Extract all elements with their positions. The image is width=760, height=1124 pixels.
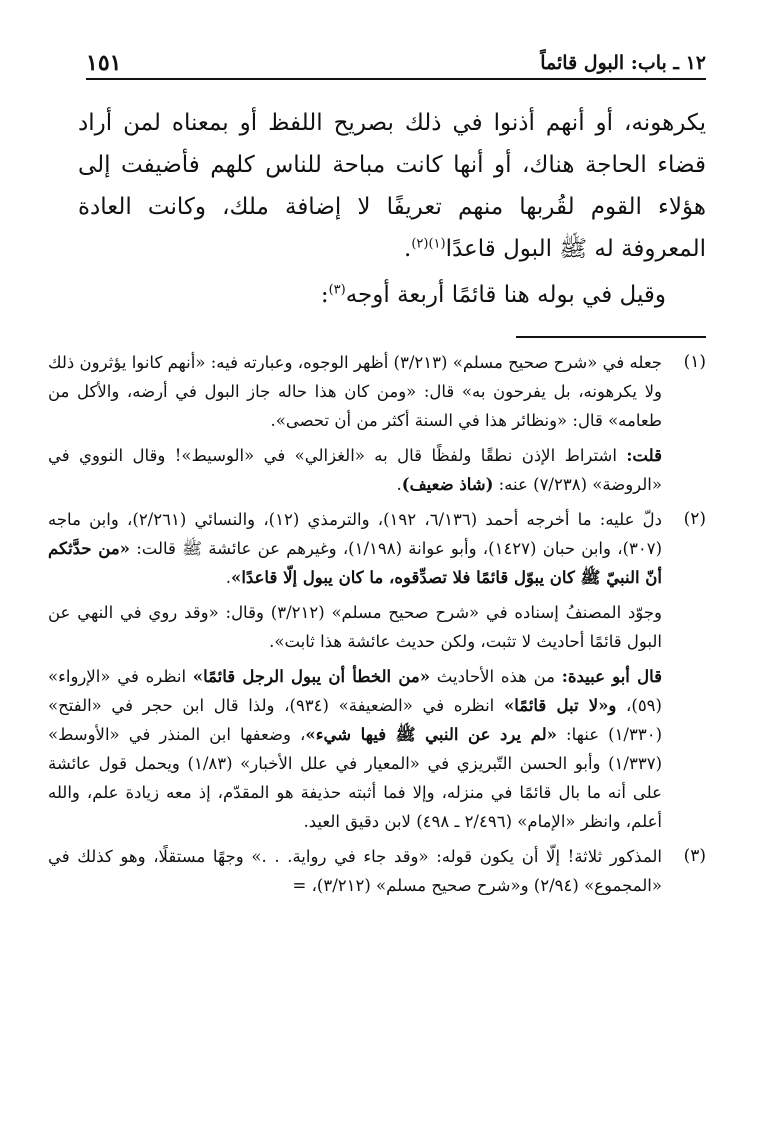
- footnote-2-para-3-d: ، وضعفها ابن المنذر في «الأوسط» (١/٣٣٧) وأبو الحسن التّبريزي في «المعيار في علل الأخبار» (١/٨٣) ويحمل قول عائشة على أنه ما بال قائمًا في منزله، وإلا فما أثبته حذيفة هو المقدّم، إذ معه زيادة علم، والله أعلم، وانظر «الإمام» (٢/٤٩٦ ـ ٤٩٨) لابن دقيق العيد.: [48, 725, 662, 831]
- footnote-2-para-3: [48, 662, 662, 836]
- footnote-2-quote-end: .: [225, 568, 232, 587]
- footnote-2-para-3-label: قال أبو عبيدة:: [561, 667, 663, 686]
- footnote-3-number: (٣): [683, 846, 706, 866]
- page-number: ١٥١: [86, 50, 122, 76]
- footnote-1-number: (١): [683, 352, 706, 372]
- footnote-3: [48, 842, 706, 906]
- footnote-1-note-text: اشتراط الإذن نطقًا ولفظًا قال به «الغزالي» في «الوسيط»! وقال النووي في «الروضة» (٧/٢٣٨) عنه:: [48, 446, 662, 494]
- footnote-2-quote: «من حدَّثكم أنّ النبيّ ﷺ كان يبوّل قائمًا فلا تصدِّقوه، ما كان يبول إلّا قاعدًا»: [48, 539, 662, 587]
- footnote-ref-3: (٣): [328, 282, 346, 298]
- main-paragraph-2: [78, 274, 706, 316]
- main-paragraph-1: [78, 102, 706, 270]
- main-paragraph-2-text: وقيل في بوله هنا قائمًا أربعة أوجه: [345, 282, 666, 308]
- footnote-1-text: جعله في «شرح صحيح مسلم» (٣/٢١٣) أظهر الوجوه، وعبارته فيه: «أنهم كانوا يؤثرون ذلك ولا يكرهونه، بل يفرحون به» قال: «ومن كان هذا حاله جاز البول في أرضه، والأكل من طعامه» قال: «ونظائر هذا في السنة أكثر من أن تحصى».: [48, 353, 662, 430]
- footnote-2-para-1: [48, 505, 662, 592]
- footnote-2: [48, 505, 706, 842]
- footnotes: [48, 348, 706, 906]
- main-paragraph-1-end: .: [404, 236, 412, 262]
- footnote-2-para-3-bold-1: «من الخطأ أن يبول الرجل قائمًا»: [192, 667, 431, 686]
- footnote-1-note-label: قلت:: [626, 446, 662, 465]
- footnote-2-number: (٢): [683, 509, 706, 529]
- footnote-separator: [516, 336, 706, 338]
- footnote-2-text: دلّ عليه: ما أخرجه أحمد (٦/١٣٦، ١٩٢)، والترمذي (١٢)، والنسائي (٢/٢٦١)، وابن ماجه (٣٠٧)، وابن حبان (١٤٢٧)، وأبو عوانة (١/١٩٨)، وغيرهم عن عائشة ﷺ قالت:: [48, 510, 662, 558]
- footnote-1-body: [48, 348, 662, 505]
- footnote-2-para-3-c: انظره في «الضعيفة» (٩٣٤)، ولذا قال ابن حجر في «الفتح» (١/٣٣٠) عنها:: [48, 696, 663, 744]
- footnote-2-para-3-a: من هذه الأحاديث: [430, 667, 562, 686]
- footnote-2-para-2: وجوّد المصنفُ إسناده في «شرح صحيح مسلم» (٣/٢١٢) وقال: «وقد روي في النهي عن البول قائمًا أحاديث لا تثبت، ولكن حديث عائشة هذا ثابت».: [48, 603, 663, 651]
- footnote-3-text: المذكور ثلاثة! إلّا أن يكون قوله: «وقد جاء في رواية. . .» وجهًا مستقلًا، وهو كذلك في «المجموع» (٢/٩٤) و«شرح صحيح مسلم» (٣/٢١٢)، =: [48, 847, 662, 895]
- footnote-1: [48, 348, 706, 505]
- footnote-1-note: [48, 441, 662, 499]
- page-header: [86, 38, 706, 80]
- main-text: [78, 102, 706, 316]
- main-paragraph-1-text: يكرهونه، أو أنهم أذنوا في ذلك بصريح اللفظ أو بمعناه لمن أراد قضاء الحاجة هناك، أو أنها كانت مباحة للناس كلهم فأضيفت إلى هؤلاء القوم لقُربها منهم تعريفًا لا إضافة ملك، وكانت العادة المعروفة له ﷺ البول قاعدًا: [78, 110, 706, 262]
- footnote-ref-1: (١): [428, 236, 446, 252]
- footnote-2-para-3-b: انظره في «الإرواء» (٥٩)،: [48, 667, 662, 715]
- footnote-3-body: [48, 842, 662, 906]
- running-head: ١٢ ـ باب: البول قائماً: [540, 52, 706, 74]
- footnote-ref-2: (٢): [411, 236, 429, 252]
- footnote-1-note-end: .: [396, 475, 402, 494]
- footnote-2-para-3-bold-2: و«لا تبل قائمًا»: [503, 696, 617, 715]
- footnote-1-note-bold: (شاذ ضعيف): [401, 475, 494, 494]
- main-paragraph-2-end: :: [320, 282, 329, 308]
- footnote-2-body: [48, 505, 662, 842]
- footnote-2-para-3-bold-3: «لم يرد عن النبي ﷺ فيها شيء»: [305, 725, 557, 744]
